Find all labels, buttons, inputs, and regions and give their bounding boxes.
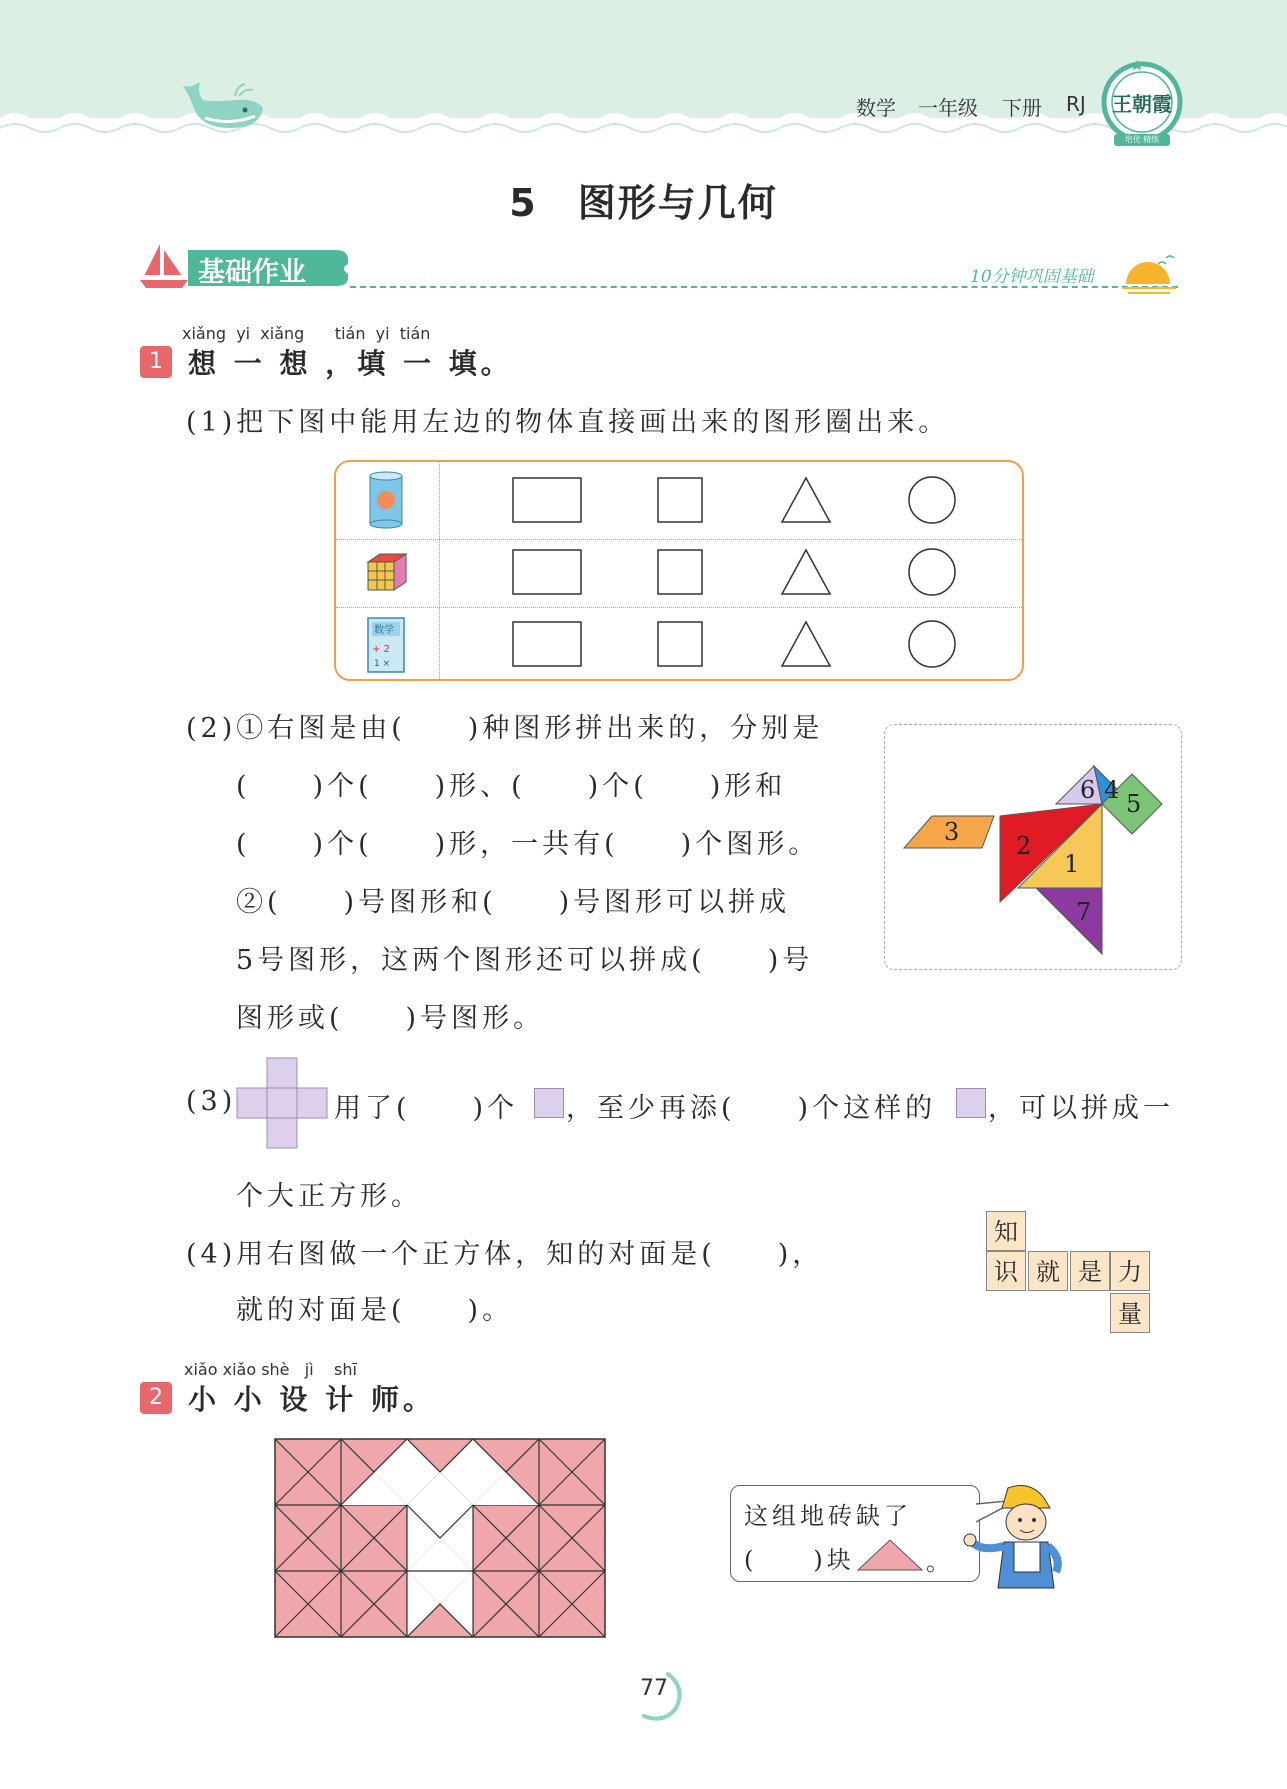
q1-part3-text3: ，可以拼成一: [988, 1093, 1174, 1124]
tangram-label: 7: [1076, 898, 1092, 926]
cube-net-face: 量: [1110, 1293, 1150, 1333]
shape-options-grid: [500, 462, 970, 680]
math-book-icon: [364, 616, 408, 674]
q1-part2-line: ②( )号图形和( )号图形可以拼成: [236, 887, 791, 918]
section-subtitle: 10分钟巩固基础: [970, 267, 1094, 287]
triangle-option: [782, 478, 830, 522]
q1-part3-line2: 个大正方形。: [236, 1181, 422, 1212]
tangram-label: 3: [944, 818, 960, 846]
q2-number-badge: 2: [140, 1382, 172, 1414]
logo-name: 王朝霞: [1112, 92, 1172, 116]
triangle-tile-icon: [856, 1536, 926, 1572]
tangram-label: 1: [1064, 850, 1080, 878]
q1-pinyin: xiǎng yi xiǎng tián yi tián: [182, 324, 431, 343]
speech-text-line1: 这组地砖缺了: [744, 1502, 912, 1530]
speech-text-end: 。: [926, 1548, 954, 1576]
tangram-horse-figure: [884, 724, 1182, 970]
rectangle-option: [513, 478, 581, 522]
rectangle-option: [513, 550, 581, 594]
header-grade: 一年级: [918, 96, 978, 120]
circle-option: [909, 549, 955, 595]
section-label: 基础作业: [198, 257, 306, 288]
circle-option: [909, 621, 955, 667]
worker-boy-icon: [958, 1480, 1084, 1592]
q1-part1: (1)把下图中能用左边的物体直接画出来的图形圈出来。: [186, 407, 950, 438]
q1-part3-prefix: (3): [186, 1086, 237, 1117]
rubiks-cube-icon: [364, 550, 410, 596]
q1-number-badge: 1: [140, 346, 172, 378]
square-option: [658, 478, 702, 522]
q1-title: 想 一 想 ，填 一 填。: [188, 347, 513, 380]
cylinder-can-icon: [366, 470, 406, 530]
tangram-piece-7: [1036, 888, 1102, 954]
tangram-label: 5: [1126, 790, 1142, 818]
square-option: [658, 550, 702, 594]
tangram-label: 6: [1080, 776, 1096, 804]
cross-shape-figure: [236, 1057, 330, 1149]
q1-part2-line: (2)①右图是由( )种图形拼出来的，分别是: [186, 713, 824, 744]
cube-net-face: 就: [1028, 1251, 1068, 1291]
q1-part4-line2: 就的对面是( )。: [236, 1295, 514, 1326]
q1-part2-line: 5号图形，这两个图形还可以拼成( )号: [236, 945, 814, 976]
svg-text:1 ×: 1 ×: [374, 659, 391, 669]
svg-text:+ 2: + 2: [372, 644, 390, 655]
q2-pinyin: xiǎo xiǎo shè jì shī: [184, 1360, 357, 1379]
triangle-option: [782, 550, 830, 594]
logo-motto: 培优·精练: [1124, 135, 1160, 144]
q2-title: 小 小 设 计 师。: [188, 1383, 435, 1416]
sunrise-icon: [1118, 250, 1180, 300]
publisher-logo: [1100, 58, 1184, 150]
tangram-label: 4: [1104, 776, 1120, 804]
cube-net-face: 知: [986, 1211, 1026, 1251]
q1-part4-line1: (4)用右图做一个正方体，知的对面是( )，: [186, 1239, 824, 1270]
page-number: 77: [640, 1676, 668, 1701]
tangram-label: 2: [1016, 832, 1032, 860]
cube-net-face: 是: [1070, 1251, 1110, 1291]
svg-text:数学: 数学: [374, 625, 394, 636]
triangle-option: [782, 622, 830, 666]
small-square-icon: [956, 1088, 986, 1118]
small-square-icon: [534, 1088, 564, 1118]
cube-net-face: 识: [986, 1251, 1026, 1291]
q1-part3-text1: 用了( )个: [334, 1093, 519, 1124]
header-subject: 数学: [856, 96, 896, 120]
header-edition: RJ: [1066, 92, 1086, 116]
table-column-divider: [439, 462, 440, 679]
q1-part2-line: ( )个( )形，一共有( )个图形。: [236, 829, 820, 860]
speech-text-line2: ( )块: [744, 1546, 855, 1574]
header-volume: 下册: [1002, 96, 1042, 120]
q1-part2-line: 图形或( )号图形。: [236, 1003, 545, 1034]
q1-part3-text2: ，至少再添( )个这样的: [566, 1093, 937, 1124]
q1-part2-line: ( )个( )形、( )个( )形和: [236, 771, 787, 802]
circle-option: [909, 477, 955, 523]
floor-tile-pattern: [274, 1438, 606, 1638]
page-title: 5 图形与几何: [509, 181, 778, 225]
square-option: [658, 622, 702, 666]
whale-icon: [175, 78, 275, 133]
rectangle-option: [513, 622, 581, 666]
cube-net-face: 力: [1110, 1251, 1150, 1291]
